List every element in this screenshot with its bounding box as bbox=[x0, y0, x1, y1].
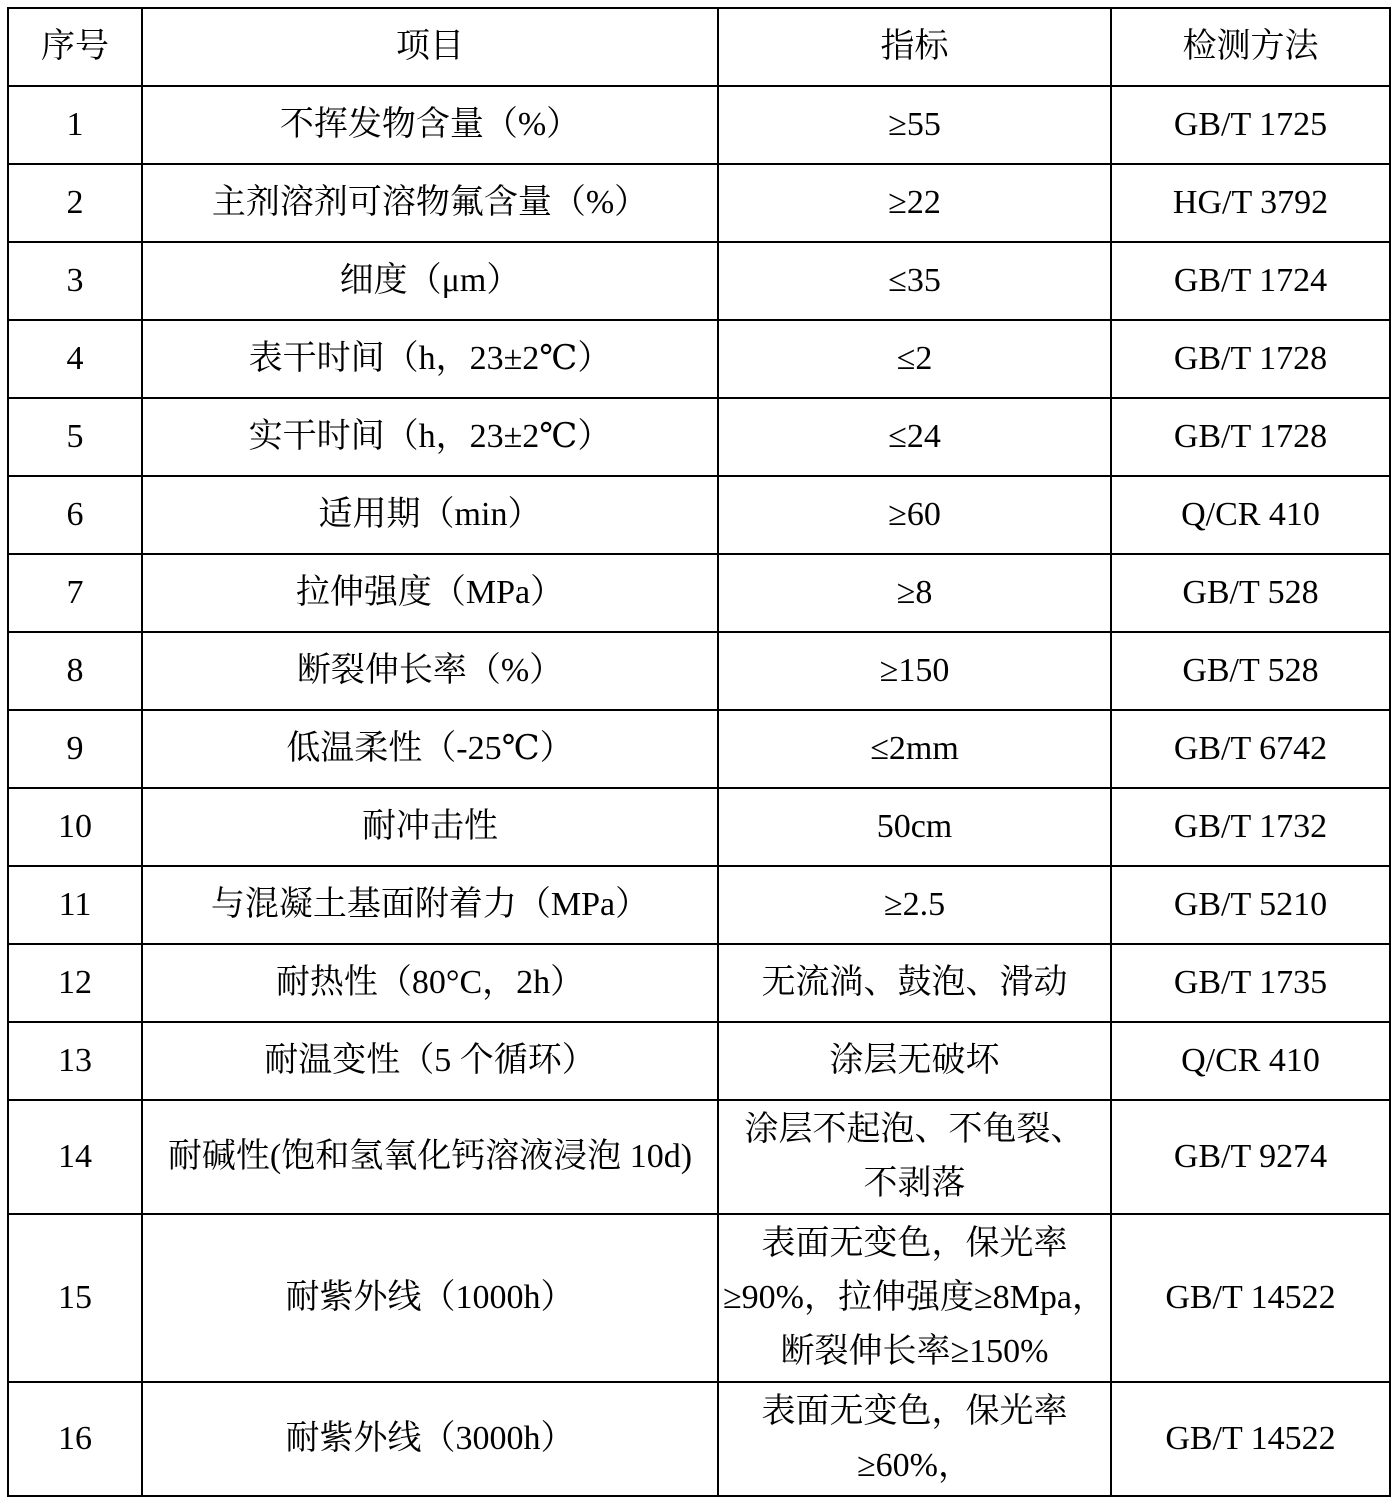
table-row bbox=[8, 866, 1390, 944]
table-body bbox=[8, 86, 1390, 1496]
spec-line: 表面无变色，保光率 bbox=[761, 1393, 1068, 1430]
spec-line: 不剥落 bbox=[863, 1165, 966, 1202]
cell-item: 细度（μm） bbox=[142, 242, 718, 320]
cell-method: GB/T 5210 bbox=[1111, 866, 1390, 944]
table-row bbox=[8, 1214, 1390, 1382]
cell-index: 10 bbox=[8, 788, 142, 866]
table-row bbox=[8, 554, 1390, 632]
cell-index: 16 bbox=[8, 1382, 142, 1496]
spec-line: ≤35 bbox=[888, 262, 941, 299]
cell-method: GB/T 14522 bbox=[1111, 1214, 1390, 1382]
cell-method: HG/T 3792 bbox=[1111, 164, 1390, 242]
cell-item: 耐热性（80°C，2h） bbox=[142, 944, 718, 1022]
cell-index: 12 bbox=[8, 944, 142, 1022]
spec-line: ≥150 bbox=[879, 652, 950, 689]
spec-line: ≤2 bbox=[896, 340, 933, 377]
cell-spec bbox=[718, 944, 1111, 1022]
cell-index: 5 bbox=[8, 398, 142, 476]
cell-method: GB/T 528 bbox=[1111, 632, 1390, 710]
spec-line: ≤2mm bbox=[870, 730, 959, 767]
table-row bbox=[8, 1382, 1390, 1496]
cell-method: GB/T 1728 bbox=[1111, 320, 1390, 398]
cell-spec bbox=[718, 164, 1111, 242]
header-method: 检测方法 bbox=[1111, 8, 1390, 86]
cell-item: 耐温变性（5 个循环） bbox=[142, 1022, 718, 1100]
table-row bbox=[8, 710, 1390, 788]
cell-item: 耐紫外线（3000h） bbox=[142, 1382, 718, 1496]
header-spec: 指标 bbox=[718, 8, 1111, 86]
spec-line: ≥55 bbox=[888, 106, 941, 143]
header-index: 序号 bbox=[8, 8, 142, 86]
cell-index: 11 bbox=[8, 866, 142, 944]
cell-spec bbox=[718, 1214, 1111, 1382]
cell-index: 2 bbox=[8, 164, 142, 242]
cell-spec bbox=[718, 710, 1111, 788]
header-item: 项目 bbox=[142, 8, 718, 86]
header-row bbox=[8, 8, 1390, 86]
spec-line: ≤24 bbox=[888, 418, 941, 455]
table-row bbox=[8, 944, 1390, 1022]
table-row bbox=[8, 1100, 1390, 1214]
cell-spec bbox=[718, 788, 1111, 866]
cell-spec bbox=[718, 632, 1111, 710]
cell-spec bbox=[718, 1100, 1111, 1214]
table-row bbox=[8, 86, 1390, 164]
cell-item: 适用期（min） bbox=[142, 476, 718, 554]
cell-item: 耐碱性(饱和氢氧化钙溶液浸泡 10d) bbox=[142, 1100, 718, 1214]
cell-method: GB/T 1735 bbox=[1111, 944, 1390, 1022]
cell-method: GB/T 528 bbox=[1111, 554, 1390, 632]
cell-item: 低温柔性（-25℃） bbox=[142, 710, 718, 788]
spec-line: 断裂伸长率≥150% bbox=[780, 1333, 1049, 1370]
cell-index: 3 bbox=[8, 242, 142, 320]
cell-spec bbox=[718, 1022, 1111, 1100]
table-row bbox=[8, 164, 1390, 242]
cell-spec bbox=[718, 1382, 1111, 1496]
spec-line: ≥8 bbox=[896, 574, 933, 611]
cell-index: 9 bbox=[8, 710, 142, 788]
cell-item: 实干时间（h，23±2℃） bbox=[142, 398, 718, 476]
cell-item: 主剂溶剂可溶物氟含量（%） bbox=[142, 164, 718, 242]
cell-method: GB/T 1728 bbox=[1111, 398, 1390, 476]
cell-spec bbox=[718, 554, 1111, 632]
spec-line: ≥2.5 bbox=[883, 886, 946, 923]
cell-item: 表干时间（h，23±2℃） bbox=[142, 320, 718, 398]
spec-line: 涂层不起泡、不龟裂、 bbox=[744, 1111, 1085, 1148]
spec-line: 无流淌、鼓泡、滑动 bbox=[761, 964, 1068, 1001]
cell-index: 13 bbox=[8, 1022, 142, 1100]
cell-item: 耐紫外线（1000h） bbox=[142, 1214, 718, 1382]
cell-index: 15 bbox=[8, 1214, 142, 1382]
cell-item: 耐冲击性 bbox=[142, 788, 718, 866]
cell-method: GB/T 1732 bbox=[1111, 788, 1390, 866]
spec-line: 表面无变色，保光率 bbox=[761, 1225, 1068, 1262]
table-row bbox=[8, 1022, 1390, 1100]
spec-line: ≥90%，拉伸强度≥8Mpa， bbox=[723, 1279, 1106, 1316]
cell-method: GB/T 1724 bbox=[1111, 242, 1390, 320]
cell-item: 断裂伸长率（%） bbox=[142, 632, 718, 710]
cell-spec bbox=[718, 476, 1111, 554]
cell-spec bbox=[718, 242, 1111, 320]
cell-method: GB/T 1725 bbox=[1111, 86, 1390, 164]
table-row bbox=[8, 788, 1390, 866]
cell-spec bbox=[718, 398, 1111, 476]
cell-spec bbox=[718, 866, 1111, 944]
spec-line: ≥60%， bbox=[857, 1447, 972, 1484]
cell-index: 4 bbox=[8, 320, 142, 398]
spec-line: ≥60 bbox=[888, 496, 941, 533]
spec-line: 涂层无破坏 bbox=[829, 1042, 1000, 1079]
table-row bbox=[8, 398, 1390, 476]
cell-method: Q/CR 410 bbox=[1111, 476, 1390, 554]
spec-line: ≥22 bbox=[888, 184, 941, 221]
cell-index: 6 bbox=[8, 476, 142, 554]
cell-method: GB/T 6742 bbox=[1111, 710, 1390, 788]
spec-table bbox=[7, 7, 1391, 1497]
table-row bbox=[8, 320, 1390, 398]
spec-line: 50cm bbox=[876, 808, 953, 845]
cell-spec bbox=[718, 320, 1111, 398]
cell-item: 与混凝土基面附着力（MPa） bbox=[142, 866, 718, 944]
cell-method: Q/CR 410 bbox=[1111, 1022, 1390, 1100]
table-row bbox=[8, 632, 1390, 710]
cell-item: 不挥发物含量（%） bbox=[142, 86, 718, 164]
cell-index: 1 bbox=[8, 86, 142, 164]
cell-index: 8 bbox=[8, 632, 142, 710]
cell-method: GB/T 14522 bbox=[1111, 1382, 1390, 1496]
cell-index: 14 bbox=[8, 1100, 142, 1214]
table-row bbox=[8, 242, 1390, 320]
cell-item: 拉伸强度（MPa） bbox=[142, 554, 718, 632]
table-row bbox=[8, 476, 1390, 554]
cell-index: 7 bbox=[8, 554, 142, 632]
cell-method: GB/T 9274 bbox=[1111, 1100, 1390, 1214]
spec-table-container bbox=[7, 7, 1391, 1497]
cell-spec bbox=[718, 86, 1111, 164]
